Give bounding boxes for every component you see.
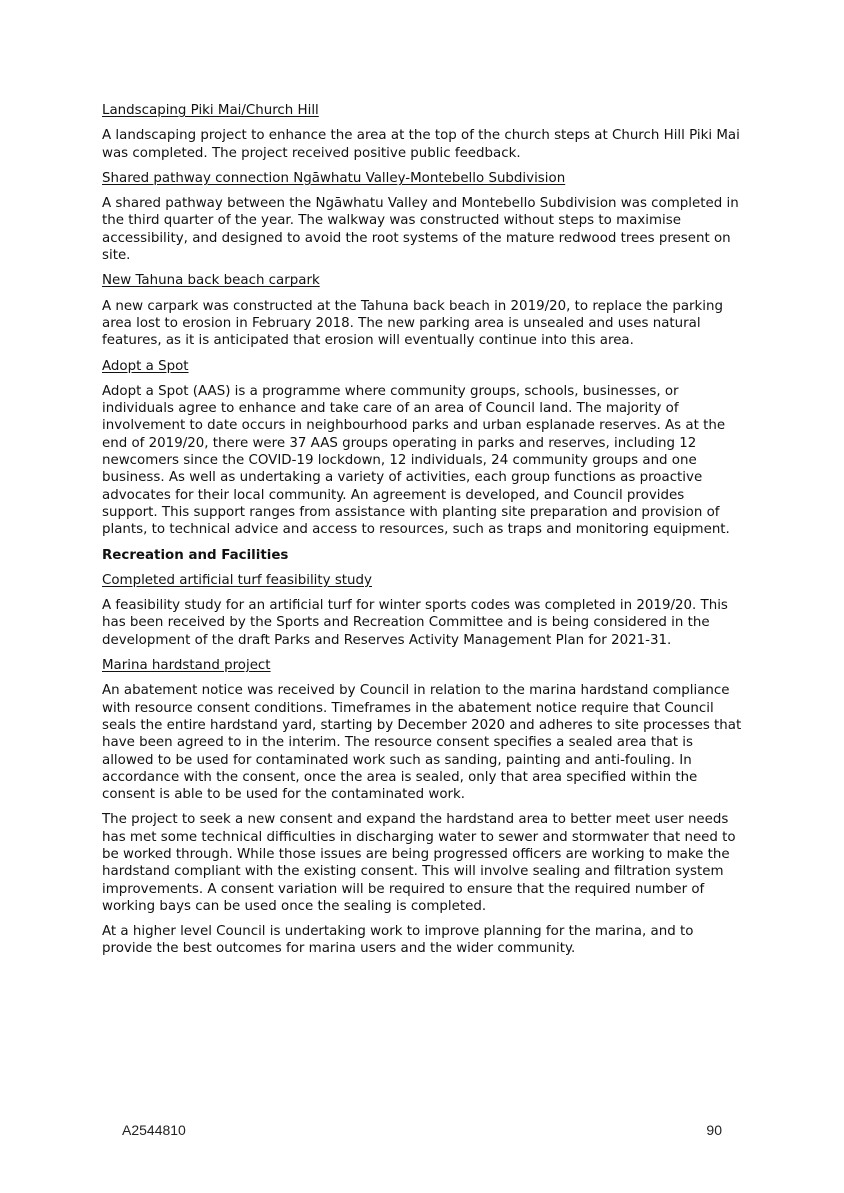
paragraph-marina-new-consent: The project to seek a new consent and expand the hardstand area to better meet user needs has met some technical difficulties in discharging water to sewer and stormwater that need to be worked through. While those issues are being progressed officers are working to make the hardstand compliant with the existing consent. This will involve sealing and filtration system improvements. A consent variation will be required to ensure that the required number of working bays can be used once the sealing is completed. bbox=[102, 812, 736, 914]
section-heading-tahuna-carpark: New Tahuna back beach carpark bbox=[102, 273, 320, 289]
section-heading-marina-hardstand: Marina hardstand project bbox=[102, 658, 271, 674]
section-heading-shared-pathway: Shared pathway connection Ngāwhatu Valley-Montebello Subdivision bbox=[102, 170, 566, 186]
paragraph-marina-planning: At a higher level Council is undertaking work to improve planning for the marina, and to provide the best outcomes for marina users and the wider community. bbox=[102, 924, 694, 957]
paragraph-marina-abatement: An abatement notice was received by Council in relation to the marina hardstand compliance with resource consent conditions. Timeframes in the abatement notice require that Council seals the entire hardstand yard, starting by December 2020 and adheres to site processes that have been agreed to in the interim. The resource consent specifies a sealed area that is allowed to be used for contaminated work such as sanding, painting and anti-fouling. In accordance with the consent, once the area is sealed, only that area specified within the consent is able to be used for the contaminated work. bbox=[102, 683, 742, 803]
document-id: A2544810 bbox=[122, 1122, 186, 1138]
section-heading-landscaping: Landscaping Piki Mai/Church Hill bbox=[102, 103, 319, 118]
page-number: 90 bbox=[706, 1122, 722, 1138]
section-heading-adopt-a-spot: Adopt a Spot bbox=[102, 358, 189, 374]
paragraph-tahuna-carpark: A new carpark was constructed at the Tahuna back beach in 2019/20, to replace the parking area lost to erosion in February 2018. The new parking area is unsealed and uses natural features, as it is anticipated that erosion will eventually continue into this area. bbox=[102, 298, 724, 349]
major-heading-recreation: Recreation and Facilities bbox=[102, 547, 289, 563]
paragraph-adopt-a-spot: Adopt a Spot (AAS) is a programme where community groups, schools, businesses, or individuals agree to enhance and take care of an area of Council land. The majority of involvement to date occurs in neighbourhood parks and urban esplanade reserves. As at the end of 2019/20, there were 37 AAS groups operating in parks and reserves, including 12 newcomers since the COVID-19 lockdown, 12 individuals, 24 community groups and one business. As well as undertaking a variety of activities, each group functions as proactive advocates for their local community. An agreement is developed, and Council provides support. This support ranges from assistance with planting site preparation and provision of plants, to technical advice and access to resources, such as traps and monitoring equipment. bbox=[102, 383, 730, 538]
paragraph-artificial-turf: A feasibility study for an artificial turf for winter sports codes was completed in 2019/20. This has been received by the Sports and Recreation Committee and is being considered in the development of the draft Parks and Reserves Activity Management Plan for 2021-31. bbox=[102, 598, 728, 648]
paragraph-shared-pathway: A shared pathway between the Ngāwhatu Valley and Montebello Subdivision was completed in the third quarter of the year. The walkway was constructed without steps to maximise accessibility, and designed to avoid the root systems of the mature redwood trees present on site. bbox=[102, 196, 739, 264]
section-heading-artificial-turf: Completed artificial turf feasibility study bbox=[102, 572, 372, 588]
paragraph-landscaping: A landscaping project to enhance the area at the top of the church steps at Church Hill Piki Mai was completed. The project received positive public feedback. bbox=[102, 128, 740, 161]
document-body bbox=[102, 102, 742, 966]
